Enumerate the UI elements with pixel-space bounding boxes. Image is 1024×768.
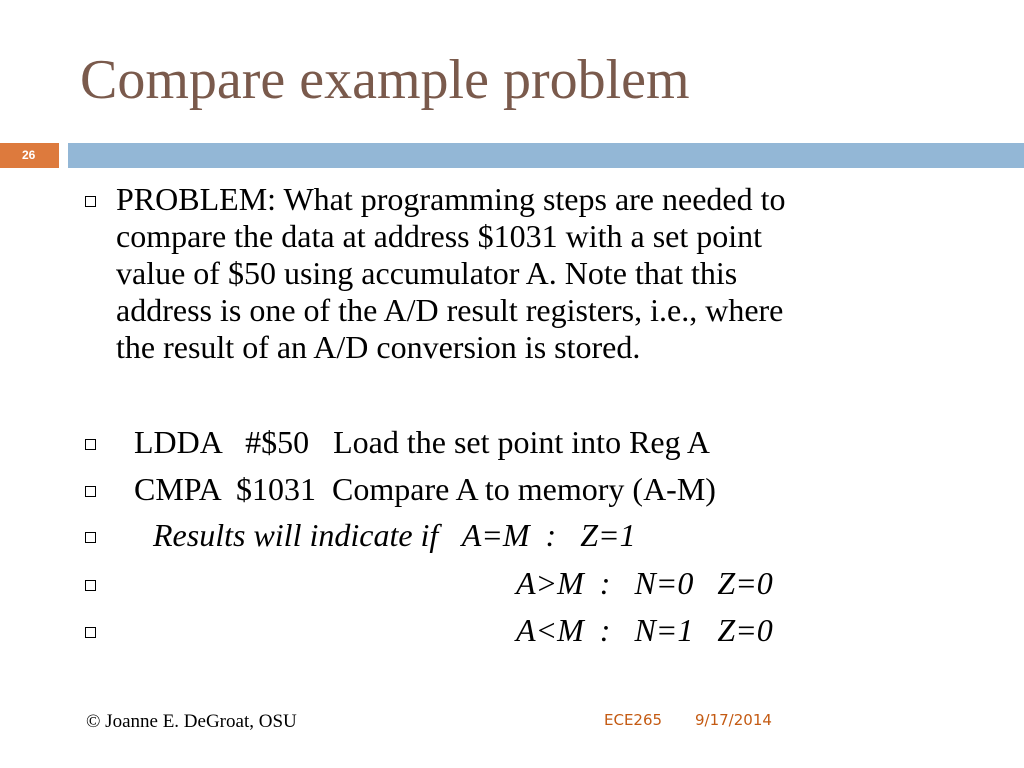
footer-date: 9/17/2014 bbox=[695, 711, 772, 729]
result-line-less: A<M : N=1 Z=0 bbox=[516, 612, 773, 648]
result-line-greater: A>M : N=0 Z=0 bbox=[516, 565, 773, 601]
header-rule bbox=[68, 143, 1024, 168]
problem-line: value of $50 using accumulator A. Note that this bbox=[116, 255, 738, 291]
problem-line: PROBLEM: What programming steps are needed to bbox=[116, 181, 786, 217]
bullet-square-icon bbox=[85, 627, 96, 638]
slide-title: Compare example problem bbox=[80, 49, 690, 111]
bullet-square-icon bbox=[85, 580, 96, 591]
footer-author: © Joanne E. DeGroat, OSU bbox=[86, 711, 297, 732]
bullet-square-icon bbox=[85, 196, 96, 207]
code-line-ldda: LDDA #$50 Load the set point into Reg A bbox=[134, 424, 710, 460]
bullet-square-icon bbox=[85, 532, 96, 543]
result-line-equal: Results will indicate if A=M : Z=1 bbox=[153, 517, 636, 553]
problem-line: compare the data at address $1031 with a set point bbox=[116, 218, 763, 254]
bullet-square-icon bbox=[85, 486, 96, 497]
footer-course: ECE265 bbox=[604, 711, 663, 729]
problem-line: address is one of the A/D result registers, i.e., where bbox=[116, 292, 784, 328]
problem-paragraph bbox=[116, 181, 936, 366]
bullet-square-icon bbox=[85, 439, 96, 450]
problem-line: the result of an A/D conversion is stored. bbox=[116, 329, 641, 365]
code-line-cmpa: CMPA $1031 Compare A to memory (A-M) bbox=[134, 471, 716, 507]
slide-number: 26 bbox=[0, 143, 59, 168]
